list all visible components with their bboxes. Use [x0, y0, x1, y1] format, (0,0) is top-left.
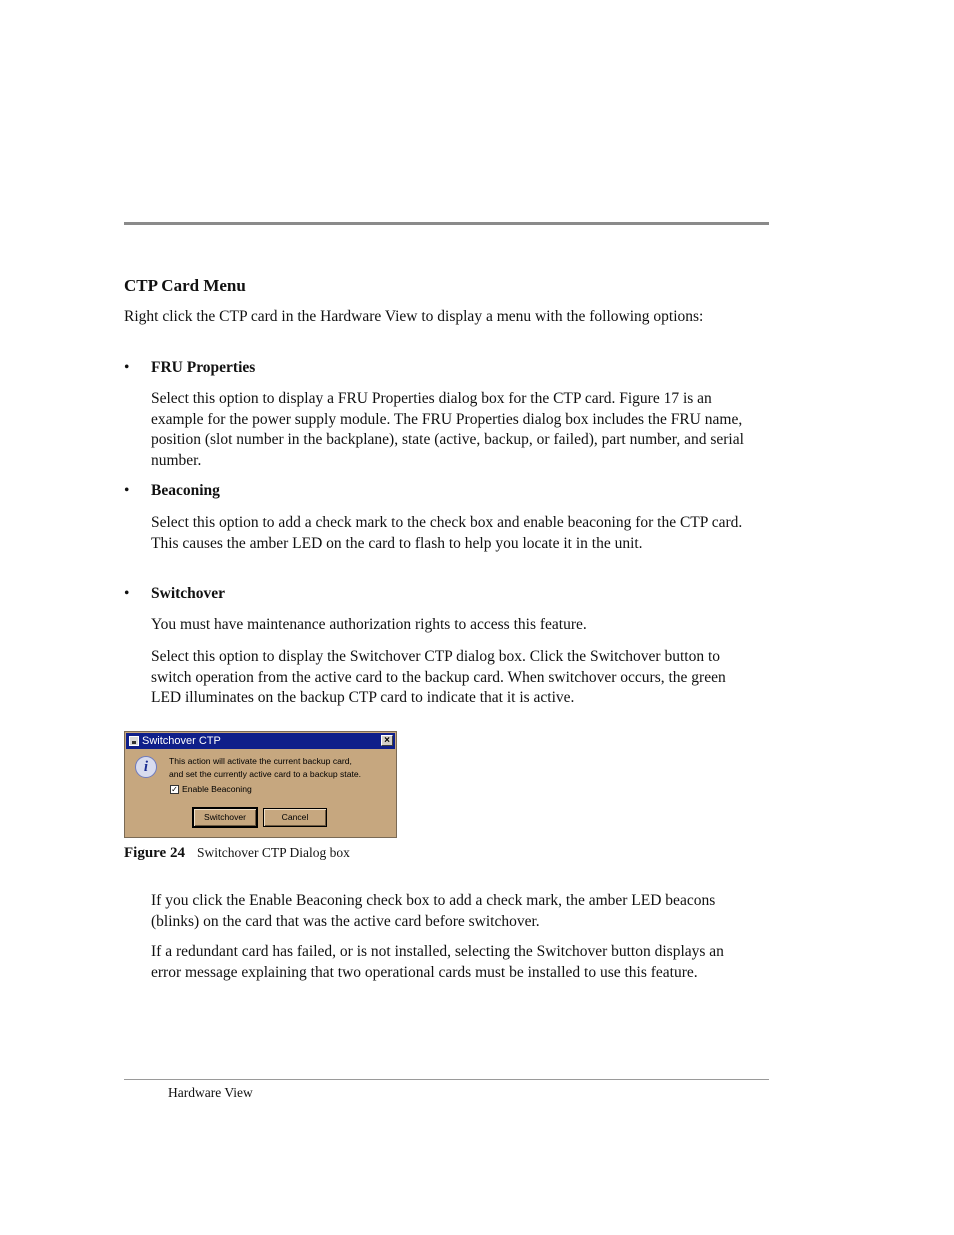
switchover-button[interactable]: Switchover: [193, 808, 257, 827]
section-title: CTP Card Menu: [124, 276, 246, 295]
intro-paragraph: Right click the CTP card in the Hardware View to display a menu with the following options:: [124, 308, 704, 325]
bullet-label: Switchover: [151, 585, 226, 602]
bullet-marker: •: [124, 482, 130, 499]
bullet-marker: •: [124, 585, 130, 602]
switchover-description-paragraph: Select this option to display the Switchover CTP dialog box. Click the Switchover button to switch operation from the active card to the backup card. When switchover occurs, the green LED illuminates on the backup CTP card to indicate that it is active.: [151, 648, 726, 706]
enable-beaconing-checkbox[interactable]: ✓: [171, 785, 178, 794]
figure-caption-text: Switchover CTP Dialog box: [196, 845, 350, 860]
bullet-label: FRU Properties: [151, 359, 256, 376]
dialog-message-line-2: and set the currently active card to a backup state.: [169, 769, 362, 779]
switchover-ctp-dialog: [124, 731, 397, 838]
header-rule: [124, 222, 769, 225]
footer-rule: [124, 1079, 769, 1080]
figure-label: Figure 24: [124, 845, 185, 861]
beacon-note-paragraph: If you click the Enable Beaconing check box to add a check mark, the amber LED beacons (blinks) on the card that was the active card before switchover.: [151, 892, 716, 930]
dialog-message-line-1: This action will activate the current backup card,: [169, 756, 352, 766]
error-note-paragraph: If a redundant card has failed, or is not installed, selecting the Switchover button displays an error message explaining that two operational cards must be installed to use this feature.: [151, 943, 724, 981]
close-icon[interactable]: ×: [381, 735, 393, 746]
cancel-button[interactable]: Cancel: [263, 808, 327, 827]
window-app-icon: [129, 736, 139, 746]
fru-paragraph: Select this option to display a FRU Properties dialog box for the CTP card. Figure 17 is an example for the power supply module. The FRU Properties dialog box includes the FRU name, position (slot number in the backplane), state (active, backup, or failed), part number, and serial number.: [151, 390, 744, 469]
dialog-titlebar[interactable]: [126, 733, 395, 749]
switchover-rights-paragraph: You must have maintenance authorization rights to access this feature.: [151, 616, 587, 633]
enable-beaconing-label[interactable]: Enable Beaconing: [182, 784, 252, 794]
dialog-title: Switchover CTP: [142, 735, 221, 747]
info-icon: [135, 756, 157, 778]
info-glyph: i: [143, 759, 149, 775]
bullet-marker: •: [124, 359, 130, 376]
running-footer: Hardware View: [168, 1085, 253, 1100]
bullet-label: Beaconing: [151, 482, 220, 499]
figure-caption: [124, 845, 350, 862]
beaconing-paragraph: Select this option to add a check mark to the check box and enable beaconing for the CTP card. This causes the amber LED on the card to flash to help you locate it in the unit.: [151, 514, 743, 552]
